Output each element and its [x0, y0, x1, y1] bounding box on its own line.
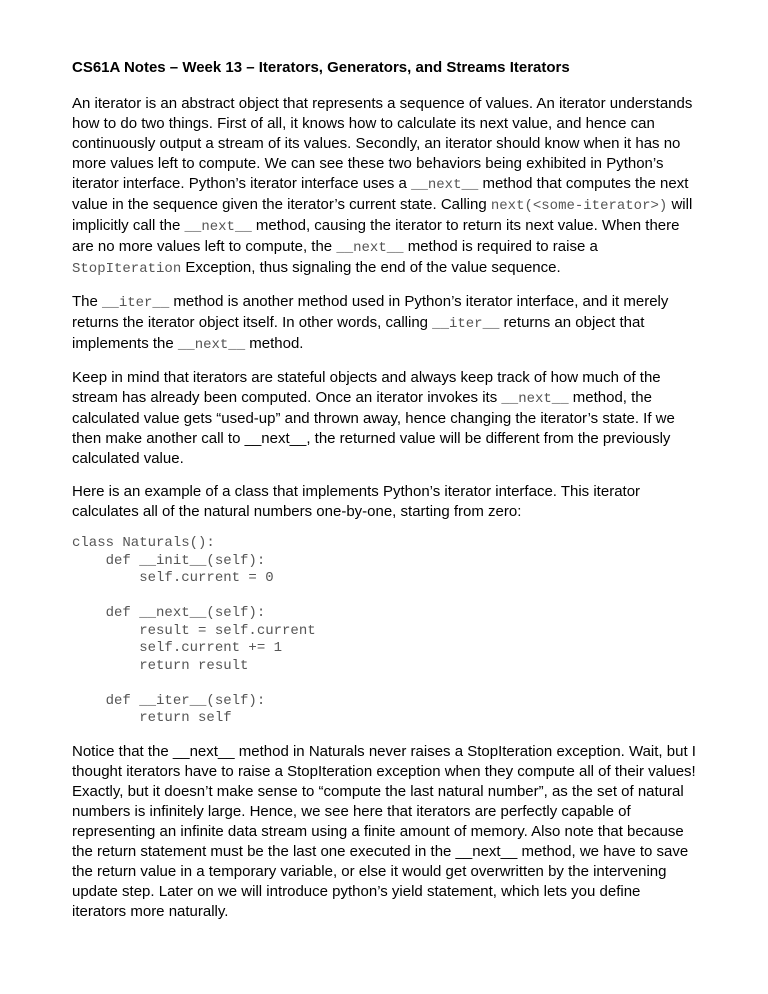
code-block-naturals: class Naturals(): def __init__(self): self.current = 0 def __next__(self): result = self.current self.current += 1 return result def __iter__(self): return self — [72, 535, 316, 726]
text: The — [72, 293, 103, 310]
code-next: __next__ — [336, 240, 404, 256]
paragraph-stateful — [72, 368, 696, 469]
code-iter: __iter__ — [102, 295, 170, 311]
code-next-call: next(<some-iterator>) — [490, 198, 668, 214]
text: An iterator is an abstract object that represents a sequence of values. An iterator understands how to do two things. First of all, it knows how to calculate its next value, and hence can continuously output a stream of its values. Secondly, an iterator should know when it has no more values left to compute. We can see these two behaviors being exhibited in Python’s iterator interface. Python’s iterator interface uses a — [72, 95, 693, 192]
text: Exception, thus signaling the end of the value sequence. — [181, 259, 561, 276]
code-next: __next__ — [411, 177, 479, 193]
paragraph-iter-method — [72, 292, 696, 355]
code-iter: __iter__ — [432, 316, 500, 332]
text: returns an object that implements the — [72, 314, 645, 352]
code-stopiteration: StopIteration — [72, 261, 182, 277]
code-next: __next__ — [177, 337, 246, 353]
code-next: __next__ — [184, 219, 252, 235]
text: method is required to raise a — [403, 238, 598, 255]
text: Keep in mind that iterators are stateful objects and always keep track of how much of the stream has already been computed. Once an iterator invokes its — [72, 369, 661, 406]
document-title: CS61A Notes – Week 13 – Iterators, Generators, and Streams Iterators — [72, 59, 570, 76]
text: will implicitly call the — [72, 196, 693, 234]
paragraph-example-intro: Here is an example of a class that implements Python’s iterator interface. This iterator calculates all of the natural numbers one-by-one, starting from zero: — [72, 483, 641, 520]
text: method is another method used in Python’s iterator interface, and it merely returns the iterator object itself. In other words, calling — [72, 293, 669, 331]
paragraph-infinite-stream: Notice that the __next__ method in Naturals never raises a StopIteration exception. Wait, but I thought iterators have to raise a StopIteration exception when they compute all of their values! Exactly, but it doesn’t make sense to “compute the last natural number”, as the set of natural numbers is infinitely large. Hence, we see here that iterators are perfectly capable of representing an infinite data stream using a finite amount of memory. Also note that because the return statement must be the last one executed in the __next__ method, we have to save the return value in a temporary variable, or else it would get overwritten by the intervening update step. Later on we will introduce python’s yield statement, which lets you define iterators more naturally. — [72, 742, 696, 920]
document-page — [72, 58, 696, 935]
paragraph-iterator-intro — [72, 94, 696, 279]
text: method, causing the iterator to return its next value. When there are no more values left to compute, the — [72, 217, 680, 255]
code-next: __next__ — [501, 391, 569, 407]
text: method. — [245, 335, 304, 352]
text: method that computes the next value in the sequence given the iterator’s current state. Calling — [72, 175, 689, 213]
text: method, the calculated value gets “used-up” and thrown away, hence changing the iterator’s state. If we then make another call to __next__, the returned value will be different from the previously calculated value. — [72, 389, 675, 467]
